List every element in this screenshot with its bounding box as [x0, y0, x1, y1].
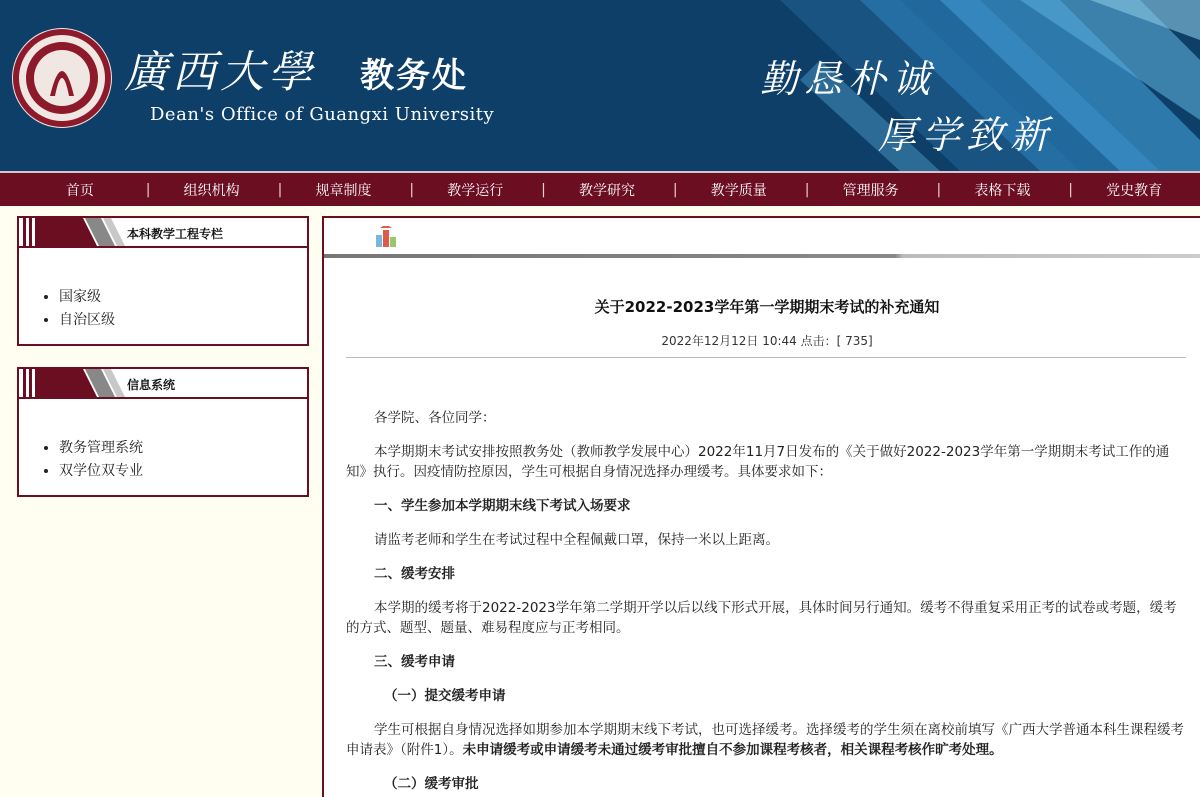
- subheading-deferral-approval: （二）缓考审批: [384, 776, 479, 792]
- nav-home[interactable]: 首页: [65, 182, 94, 199]
- heading-deferral-arrangement: 二、缓考安排: [374, 566, 455, 582]
- panel-header: [19, 218, 307, 248]
- nav-regulations[interactable]: 规章制度: [315, 182, 372, 199]
- nav-organization[interactable]: 组织机构: [183, 182, 240, 199]
- link-regional-level[interactable]: • 自治区级: [59, 309, 307, 332]
- site-header: [0, 0, 1200, 171]
- title-chinese: 廣西大學: [124, 47, 316, 98]
- link-double-degree[interactable]: • 双学位双专业: [59, 460, 307, 483]
- article-body: [346, 408, 1184, 797]
- sidebar-panel-info-systems: [17, 367, 309, 497]
- paragraph-greeting: 各学院、各位同学：: [374, 410, 496, 426]
- heading-deferral-application: 三、缓考申请: [374, 654, 455, 670]
- nav-management-service[interactable]: 管理服务: [842, 182, 899, 199]
- application-warning: 未申请缓考或申请缓考未通过缓考审批擅自不参加课程考核者，相关课程考核作旷考处理。: [462, 742, 1003, 758]
- nav-teaching-operation[interactable]: 教学运行: [447, 182, 504, 199]
- paragraph-application: [346, 720, 1184, 760]
- article-meta: 2022年12月12日 10:44 点击：[ 735]: [661, 334, 873, 348]
- home-icon[interactable]: [374, 226, 398, 248]
- title-dean-office: 教务处: [360, 56, 468, 96]
- panel-link-list: [19, 399, 307, 495]
- subheading-submit-application: （一）提交缓考申请: [384, 688, 506, 704]
- nav-teaching-quality[interactable]: 教学质量: [710, 182, 767, 199]
- article-panel: [322, 216, 1200, 797]
- main-nav: 首页 | 组织机构 | 规章制度 | 教学运行 | 教学研究 | 教学质量 | 管理服务 | 表格下载 | 党史教育: [0, 171, 1200, 206]
- university-seal-icon: [10, 26, 114, 130]
- slogan-line-2: 厚学致新: [878, 113, 1055, 157]
- sidebar-panel-teaching-project: [17, 216, 309, 346]
- paragraph-mask: 请监考老师和学生在考试过程中全程佩戴口罩，保持一米以上距离。: [374, 532, 779, 548]
- article-title: 关于2022-2023学年第一学期期末考试的补充通知: [594, 298, 940, 316]
- panel-link-list: [19, 248, 307, 344]
- panel-header: [19, 369, 307, 399]
- paragraph-deferral: 本学期的缓考将于2022-2023学年第二学期开学以后以线下形式开展，具体时间另行通知。缓考不得重复采用正考的试卷或考题，缓考的方式、题型、题量、难易程度应与正考相同。: [346, 600, 1177, 636]
- heading-entry-requirements: 一、学生参加本学期期末线下考试入场要求: [374, 498, 631, 514]
- title-divider: [346, 357, 1186, 358]
- application-text: 学生可根据自身情况选择如期参加本学期期末线下考试，也可选择缓考。选择缓考的学生须在离校前填写《广西大学普通本科生课程缓考申请表》（附件1）。: [346, 722, 1184, 758]
- link-national-level[interactable]: • 国家级: [59, 286, 307, 309]
- slogan-line-1: 勤恳朴诚: [760, 57, 937, 101]
- panel-title: 信息系统: [127, 378, 176, 392]
- top-divider: [324, 254, 1200, 258]
- panel-title: 本科教学工程专栏: [127, 227, 224, 241]
- nav-form-download[interactable]: 表格下载: [974, 182, 1031, 199]
- nav-party-history[interactable]: 党史教育: [1106, 182, 1163, 199]
- title-english: Dean's Office of Guangxi University: [150, 104, 495, 125]
- paragraph-intro: 本学期期末考试安排按照教务处（教师教学发展中心）2022年11月7日发布的《关于做好2022-2023学年第一学期期末考试工作的通知》执行。因疫情防控原因，学生可根据自身情况选择办理缓考。具体要求如下：: [346, 444, 1170, 480]
- link-academic-system[interactable]: • 教务管理系统: [59, 437, 307, 460]
- nav-teaching-research[interactable]: 教学研究: [579, 182, 636, 199]
